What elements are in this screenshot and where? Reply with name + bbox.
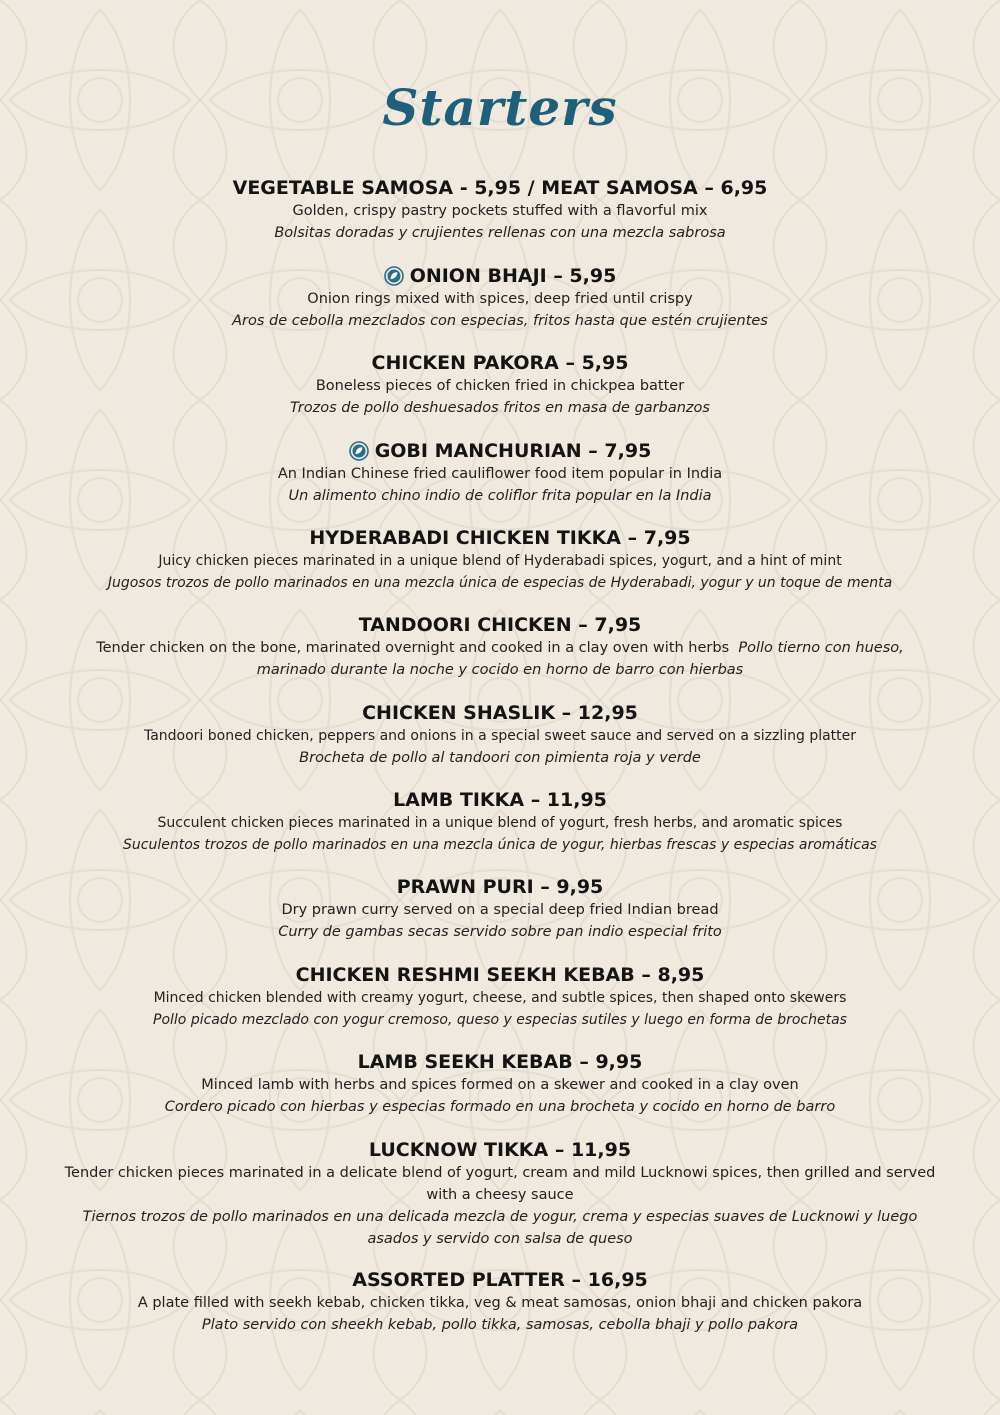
menu-item [60,264,940,332]
menu-item [60,1268,940,1336]
menu-item [80,613,920,681]
item-title: LUCKNOW TIKKA – 11,95 [368,1139,632,1161]
item-description-es: Tiernos trozos de pollo marinados en una delicada mezcla de yogur, crema y especias suaves de Lucknowi y luego asados y servido con salsa de queso [82,1209,918,1247]
item-title: ASSORTED PLATTER – 16,95 [352,1269,648,1291]
item-description-en: Minced chicken blended with creamy yogurt, cheese, and subtle spices, then shaped onto skewers [153,990,847,1006]
menu-item [60,1138,940,1250]
item-description-en: An Indian Chinese fried cauliflower food item popular in India [277,466,723,482]
item-title: PRAWN PURI – 9,95 [396,876,604,898]
menu-item [60,1050,940,1118]
item-title: LAMB TIKKA – 11,95 [393,789,607,811]
item-description-en: A plate filled with seekh kebab, chicken tikka, veg & meat samosas, onion bhaji and chicken pakora [137,1295,863,1311]
item-description-es: Jugosos trozos de pollo marinados en una mezcla única de especias de Hyderabadi, yogur y un toque de menta [107,575,893,591]
menu-item [60,351,940,419]
item-description-es: Un alimento chino indio de coliflor frita popular en la India [288,488,712,504]
menu-item [60,701,940,769]
menu-item [40,788,960,856]
leaf-icon [384,266,404,286]
item-description-es: Pollo tierno con hueso, marinado durante la noche y cocido en horno de barro con hierbas [256,640,904,678]
item-title: CHICKEN PAKORA – 5,95 [371,352,629,374]
leaf-icon [349,441,369,461]
item-title: TANDOORI CHICKEN – 7,95 [358,614,642,636]
item-title: LAMB SEEKH KEBAB – 9,95 [357,1051,643,1073]
item-title: GOBI MANCHURIAN – 7,95 [60,439,940,463]
item-description-en: Boneless pieces of chicken fried in chickpea batter [315,378,685,394]
item-description-en: Juicy chicken pieces marinated in a unique blend of Hyderabadi spices, yogurt, and a hint of mint [158,553,842,569]
menu-item [40,963,960,1031]
item-title: HYDERABADI CHICKEN TIKKA – 7,95 [309,527,691,549]
item-description-es: Brocheta de pollo al tandoori con pimienta roja y verde [299,750,701,766]
menu-item [60,439,940,507]
item-description-es: Aros de cebolla mezclados con especias, fritos hasta que estén crujientes [232,313,768,329]
item-description-es: Cordero picado con hierbas y especias formado en una brocheta y cocido en horno de barro [164,1099,836,1115]
item-description-en: Minced lamb with herbs and spices formed on a skewer and cooked in a clay oven [201,1077,799,1093]
item-description-es: Pollo picado mezclado con yogur cremoso, queso y especias sutiles y luego en forma de brochetas [153,1012,847,1028]
item-description-es: Bolsitas doradas y crujientes rellenas con una mezcla sabrosa [274,225,726,241]
item-description-en: Succulent chicken pieces marinated in a unique blend of yogurt, fresh herbs, and aromatic spices [157,815,843,831]
page-title: Starters [382,78,618,137]
item-description-en: Dry prawn curry served on a special deep fried Indian bread [281,902,719,918]
menu-item [60,176,940,244]
item-description-en: Onion rings mixed with spices, deep fried until crispy [307,291,693,307]
item-description-en: Tender chicken on the bone, marinated overnight and cooked in a clay oven with herbs [96,640,730,656]
item-description-en: Tandoori boned chicken, peppers and onions in a special sweet sauce and served on a sizzling platter [143,728,857,744]
item-description-en: Tender chicken pieces marinated in a delicate blend of yogurt, cream and mild Lucknowi spices, then grilled and served with a cheesy sauce [64,1165,936,1203]
item-title: CHICKEN SHASLIK – 12,95 [362,702,638,724]
item-description-es: Trozos de pollo deshuesados fritos en masa de garbanzos [290,400,710,416]
item-description-es: Plato servido con sheekh kebab, pollo tikka, samosas, cebolla bhaji y pollo pakora [201,1317,799,1333]
item-description-es: Suculentos trozos de pollo marinados en una mezcla única de yogur, hierbas frescas y especias aromáticas [123,837,877,853]
menu-item [60,875,940,943]
menu-item [40,526,960,594]
item-title: CHICKEN RESHMI SEEKH KEBAB – 8,95 [295,964,705,986]
item-description-en: Golden, crispy pastry pockets stuffed with a flavorful mix [292,203,708,219]
item-title: VEGETABLE SAMOSA - 5,95 / MEAT SAMOSA – 6,95 [232,177,768,199]
item-title: ONION BHAJI – 5,95 [60,264,940,288]
item-description-es: Curry de gambas secas servido sobre pan indio especial frito [278,924,722,940]
